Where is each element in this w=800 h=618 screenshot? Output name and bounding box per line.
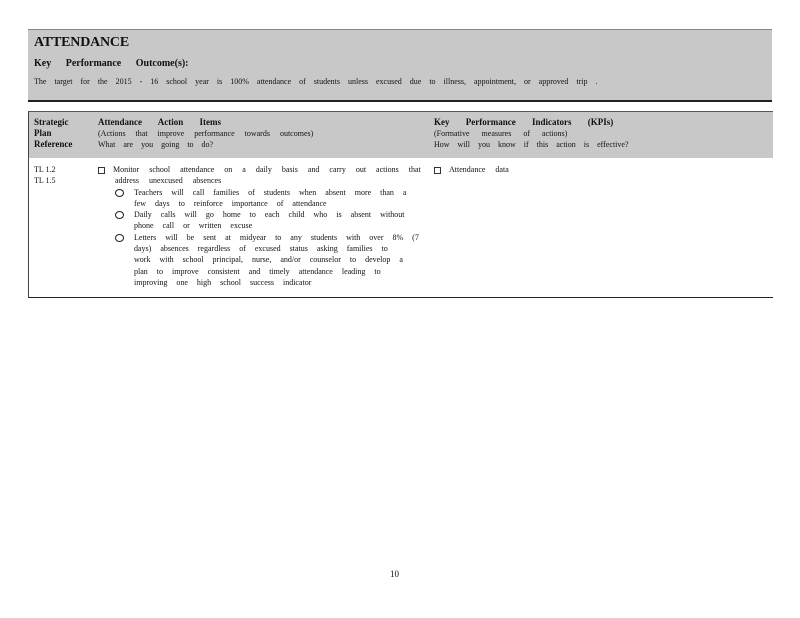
sub-action-item: Letters will be sent at midyear to any students with over 8% (7 days) absences regardless of excused status asking families to work with school principal, nurse, and/or counselor to develop a plan to improve consistent and timely attendance leading to improving one high school success indicator: [115, 232, 428, 288]
circle-bullet-icon: [115, 234, 124, 242]
square-bullet-icon: [434, 167, 441, 174]
action-table: [28, 111, 773, 298]
kpi-header: Key Performance Indicators (KPIs) (Formative measures of actions) How will you know if this action is effective?: [434, 117, 629, 149]
kpi-cell: [434, 164, 754, 175]
action-items-cell: [98, 164, 428, 288]
sub-action-item: Teachers will call families of students when absent more than a few days to reinforce importance of attendance: [115, 187, 428, 210]
main-action-line: address unexcused absences: [115, 176, 222, 186]
circle-bullet-icon: [115, 211, 124, 219]
reference-item: TL 1.2: [34, 165, 56, 174]
main-action-line: Monitor school attendance on a daily basis and carry out actions that: [113, 165, 421, 174]
kpi-item: Attendance data: [449, 165, 509, 174]
reference-item: TL 1.5: [34, 176, 56, 186]
action-items-header: Attendance Action Items (Actions that improve performance towards outcomes) What are you going to do?: [98, 117, 314, 149]
page-number: 10: [390, 569, 399, 579]
square-bullet-icon: [98, 167, 105, 174]
target-statement: The target for the 2015 - 16 school year is 100% attendance of students unless excused due to illness, appointment, or approved trip .: [34, 77, 598, 86]
key-performance-outcome-label: Key Performance Outcome(s):: [34, 58, 189, 69]
section-header: [28, 29, 772, 102]
sub-action-item: Daily calls will go home to each child who is absent without phone call or written excuse: [115, 209, 428, 232]
table-header-row: [29, 112, 773, 158]
circle-bullet-icon: [115, 189, 124, 197]
reference-cell: [34, 164, 55, 187]
strategic-plan-reference-header: Strategic Plan Reference: [34, 117, 73, 149]
section-title: ATTENDANCE: [34, 35, 129, 50]
